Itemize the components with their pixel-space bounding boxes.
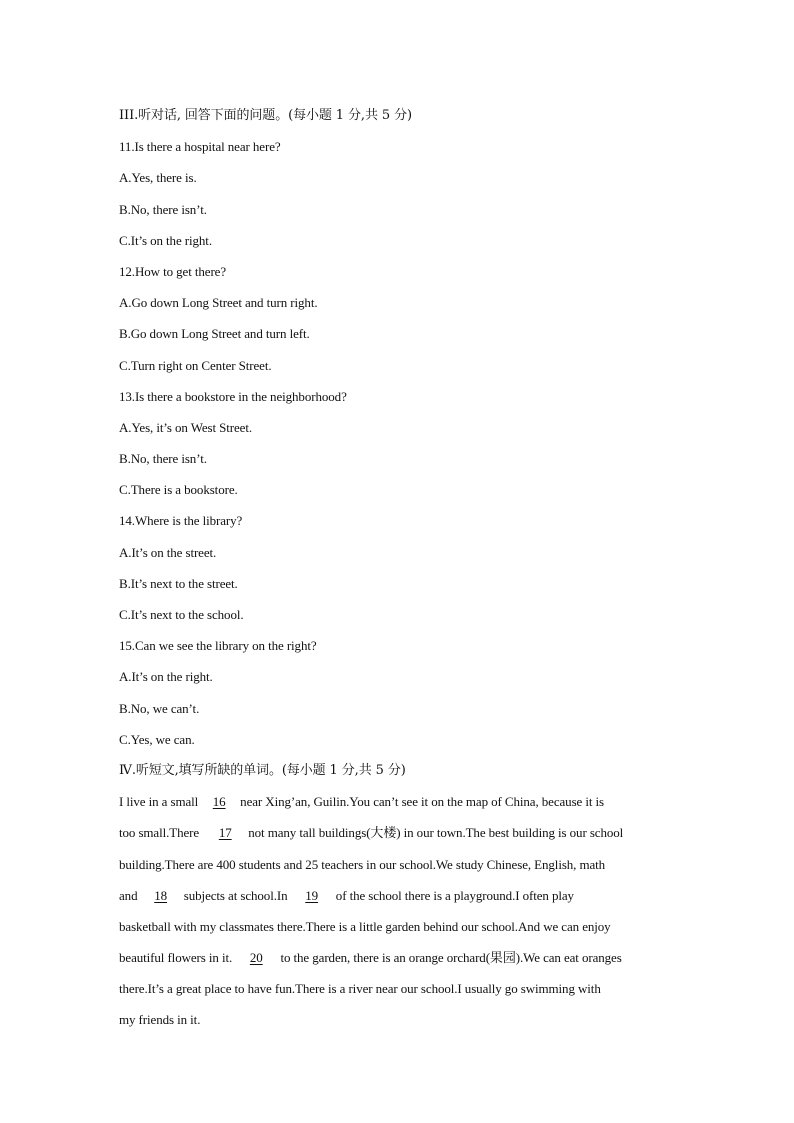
blank-17[interactable]: 17 xyxy=(218,825,232,841)
option-a: A.Yes, there is. xyxy=(119,170,197,186)
question-stem: 13.Is there a bookstore in the neighborhood? xyxy=(119,388,347,404)
passage-line: building.There are 400 students and 25 teachers in our school.We study Chinese, English, math xyxy=(119,856,606,872)
question-stem: 14.Where is the library? xyxy=(119,513,243,529)
passage-line xyxy=(119,942,679,973)
question-14 xyxy=(119,505,679,630)
option-a: A.Go down Long Street and turn right. xyxy=(119,295,318,311)
option-b: B.No, we can’t. xyxy=(119,700,200,716)
section-4-title: Ⅳ.听短文,填写所缺的单词。(每小题 1 分,共 5 分) xyxy=(119,762,406,778)
exam-page xyxy=(119,100,679,1036)
section-3-title: III.听对话, 回答下面的问题。(每小题 1 分,共 5 分) xyxy=(119,108,412,123)
option-a: A.It’s on the right. xyxy=(119,669,213,685)
question-11 xyxy=(119,131,679,256)
passage-text: and xyxy=(119,887,138,903)
option-b: B.No, there isn’t. xyxy=(119,201,207,217)
option-c: C.There is a bookstore. xyxy=(119,482,238,498)
passage-text: too small.There xyxy=(119,825,200,841)
blank-20[interactable]: 20 xyxy=(249,950,263,966)
passage-text: of the school there is a playground.I often play xyxy=(335,887,574,903)
passage-line xyxy=(119,786,679,817)
passage-text: not many tall buildings(大楼) in our town.The best building is our school xyxy=(248,825,624,841)
option-c: C.Turn right on Center Street. xyxy=(119,357,272,373)
passage-line: my friends in it. xyxy=(119,1012,201,1028)
passage-text: I live in a small xyxy=(119,794,199,810)
option-c: C.Yes, we can. xyxy=(119,731,195,747)
passage-text: to the garden, there is an orange orchard(果园).We can eat oranges xyxy=(280,950,622,966)
blank-18[interactable]: 18 xyxy=(154,887,168,903)
question-12 xyxy=(119,256,679,381)
passage-text: near Xing’an, Guilin.You can’t see it on the map of China, because it is xyxy=(240,794,604,810)
question-stem: 15.Can we see the library on the right? xyxy=(119,638,317,654)
passage-line: there.It’s a great place to have fun.There is a river near our school.I usually go swimming with xyxy=(119,981,601,997)
question-stem: 12.How to get there? xyxy=(119,263,227,279)
option-b: B.It’s next to the street. xyxy=(119,575,238,591)
option-b: B.Go down Long Street and turn left. xyxy=(119,326,310,342)
option-c: C.It’s on the right. xyxy=(119,232,212,248)
question-stem: 11.Is there a hospital near here? xyxy=(119,139,281,155)
question-15 xyxy=(119,630,679,755)
passage-line xyxy=(119,817,679,848)
cloze-passage xyxy=(119,786,679,1036)
passage-line xyxy=(119,880,679,911)
blank-16[interactable]: 16 xyxy=(212,794,226,810)
option-b: B.No, there isn’t. xyxy=(119,451,207,467)
option-c: C.It’s next to the school. xyxy=(119,607,244,622)
blank-19[interactable]: 19 xyxy=(305,887,319,903)
passage-line: basketball with my classmates there.There is a little garden behind our school.And we can enjoy xyxy=(119,918,611,934)
option-a: A.It’s on the street. xyxy=(119,544,217,560)
option-a: A.Yes, it’s on West Street. xyxy=(119,419,253,435)
question-13 xyxy=(119,381,679,506)
passage-text: beautiful flowers in it. xyxy=(119,950,233,966)
passage-text: subjects at school.In xyxy=(183,887,288,903)
